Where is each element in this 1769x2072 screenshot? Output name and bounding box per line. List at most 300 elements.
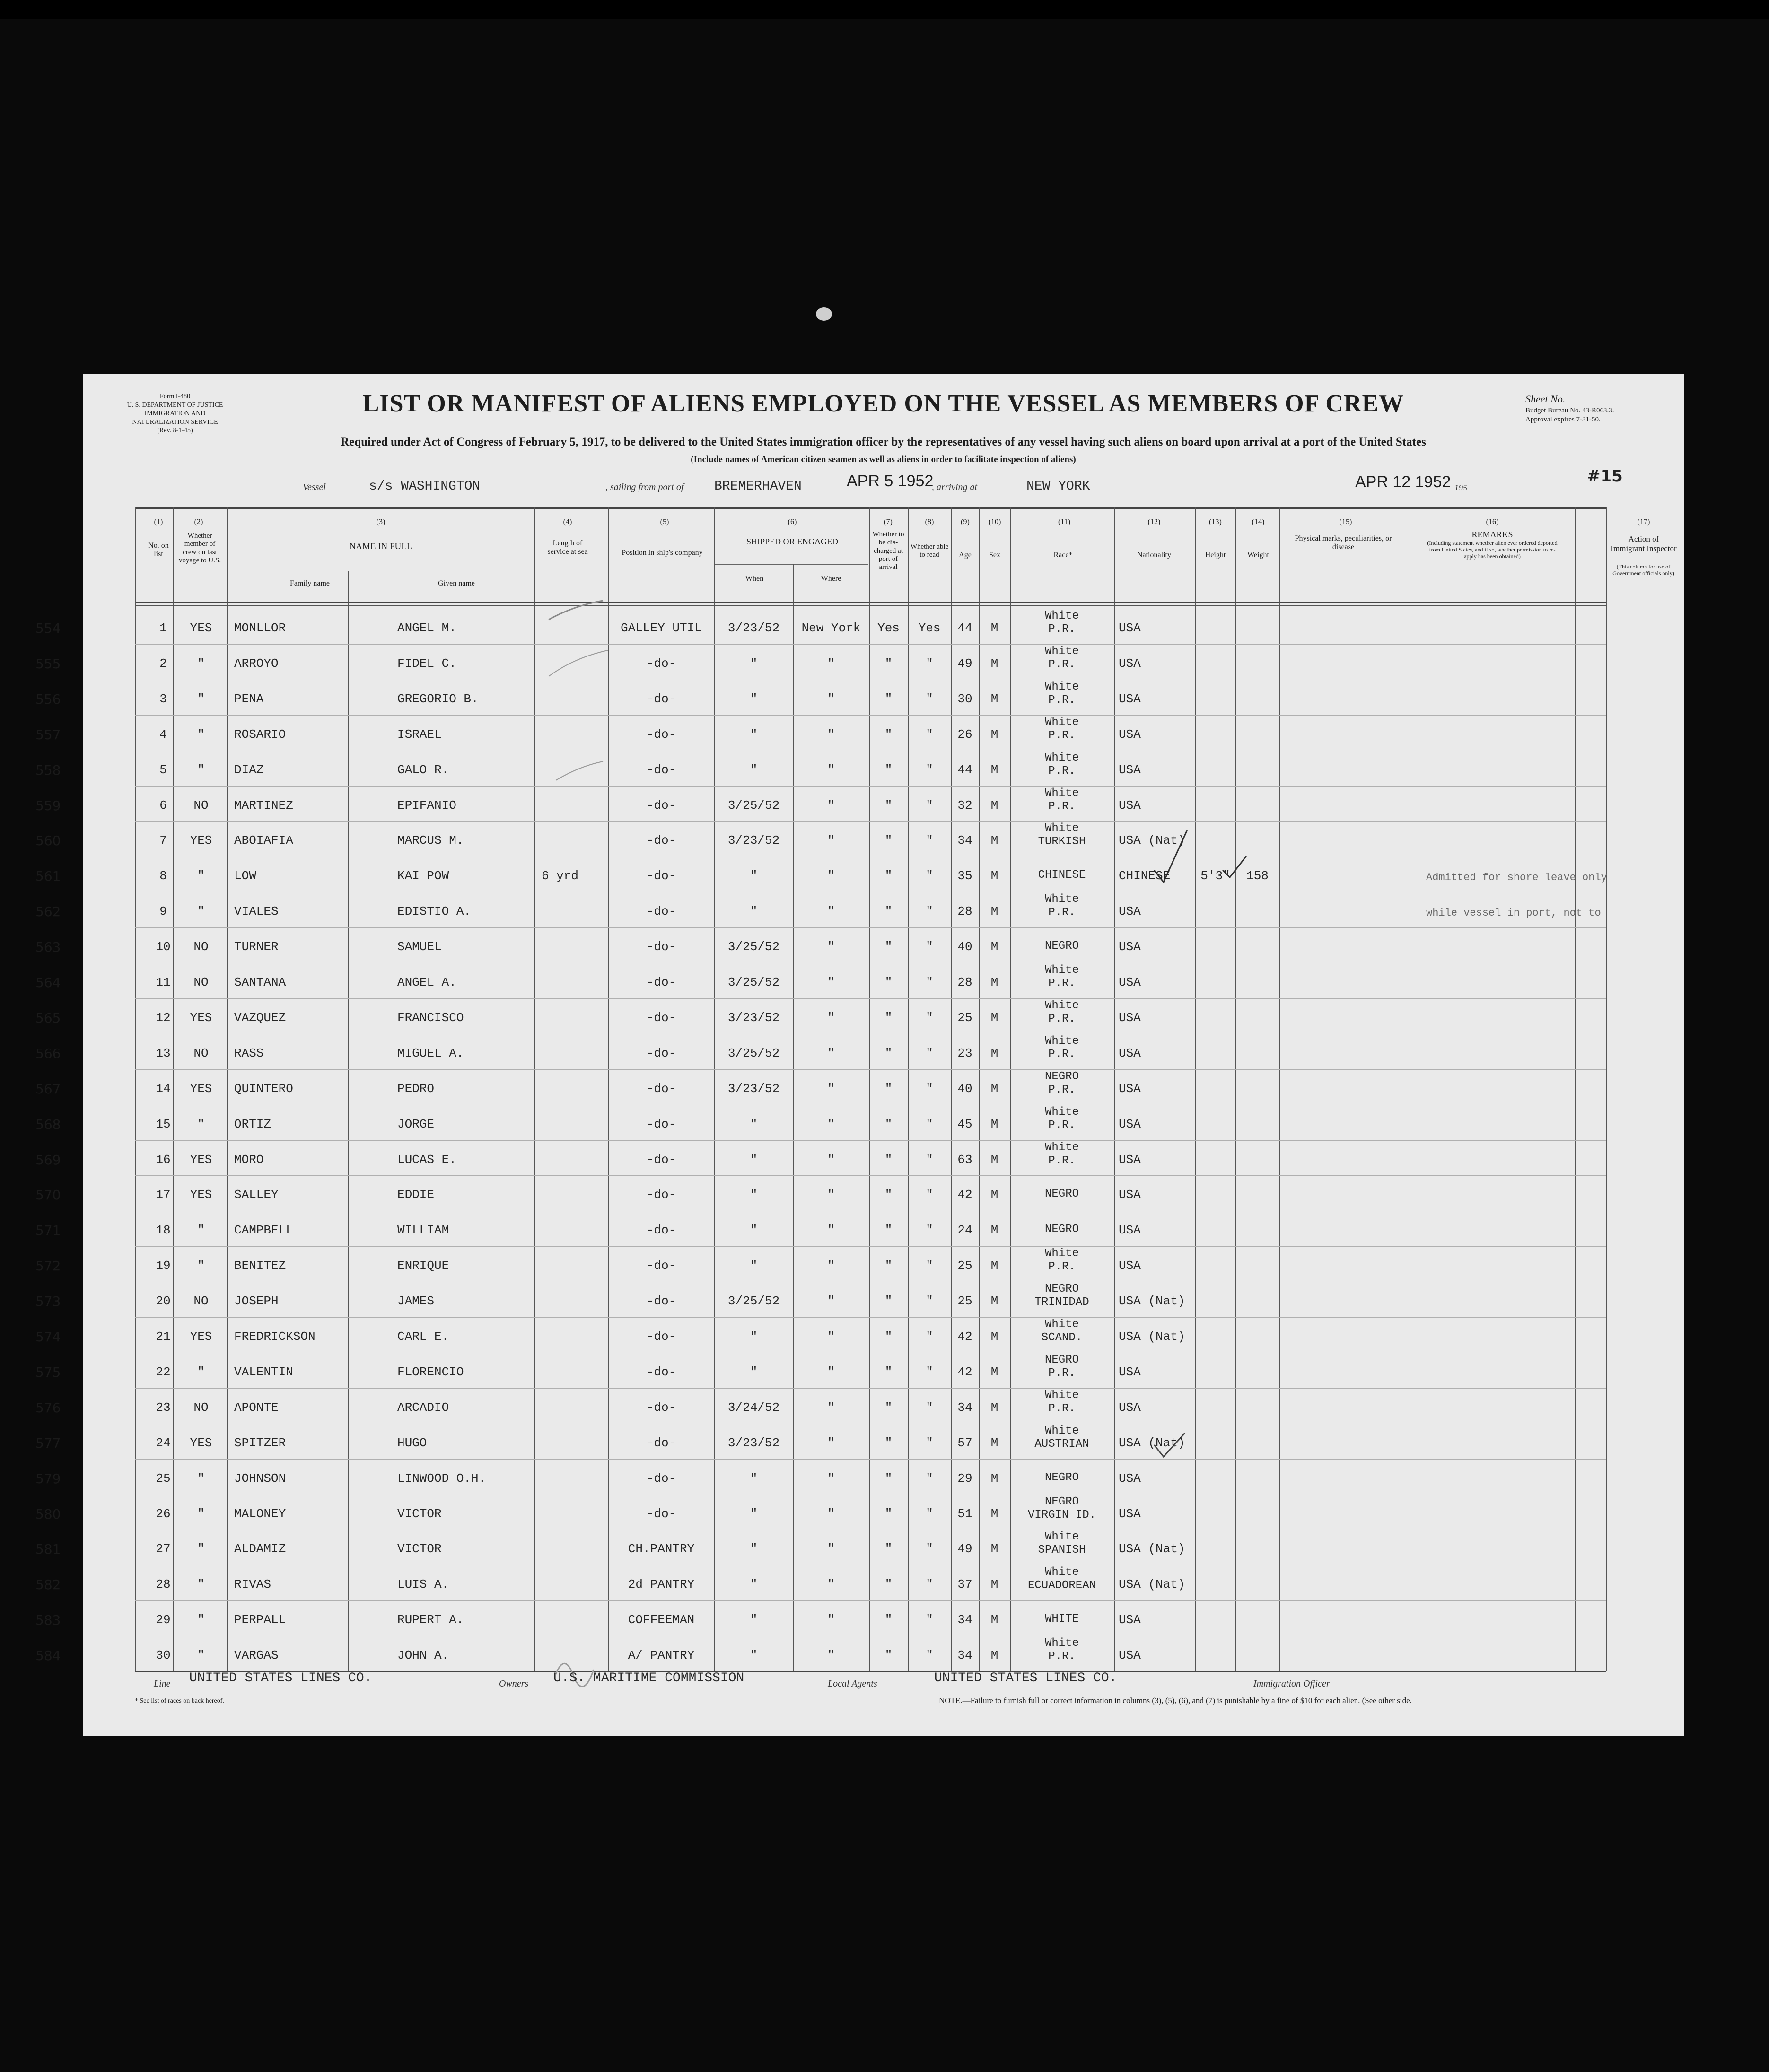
- race-cell-line2: SCAND.: [1041, 1331, 1083, 1344]
- able-to-read-cell: ": [926, 1400, 933, 1415]
- position-cell: -do-: [646, 1436, 676, 1450]
- budget-bureau-number: Budget Bureau No. 43-R063.3.: [1525, 406, 1614, 414]
- position-cell: -do-: [646, 1365, 676, 1379]
- sex-cell: M: [990, 1223, 998, 1237]
- age-cell: 34: [957, 1400, 972, 1415]
- nationality-cell: USA (Nat): [1119, 833, 1185, 848]
- family-name-cell: BENITEZ: [234, 1259, 286, 1273]
- discharged-cell: ": [884, 1153, 893, 1167]
- family-name-cell: JOSEPH: [234, 1294, 279, 1308]
- penalty-note: NOTE.—Failure to furnish full or correct information in columns (3), (5), (6), and (7) is punishable by a fine of $10 for each alien. (See other side.: [939, 1696, 1412, 1705]
- shipped-where-cell: ": [827, 1011, 835, 1025]
- able-to-read-cell: ": [926, 692, 933, 706]
- able-to-read-cell: ": [926, 1188, 933, 1202]
- nationality-cell: USA: [1119, 727, 1141, 742]
- age-cell: 40: [957, 1082, 972, 1096]
- last-voyage-cell: ": [197, 1117, 205, 1131]
- family-name-cell: VIALES: [234, 904, 279, 918]
- column-number: (5): [660, 518, 669, 526]
- age-cell: 30: [957, 692, 972, 706]
- age-cell: 28: [957, 975, 972, 989]
- able-to-read-cell: ": [926, 1259, 933, 1273]
- age-cell: 25: [957, 1259, 972, 1273]
- column-number: (1): [154, 518, 163, 526]
- shipped-where-cell: ": [827, 1542, 835, 1556]
- discharged-cell: ": [884, 869, 893, 883]
- shipped-where-cell: ": [827, 1259, 835, 1273]
- sailing-label: , sailing from port of: [605, 482, 684, 492]
- race-cell-line1: White: [1044, 1637, 1079, 1650]
- sex-cell: M: [990, 1082, 998, 1096]
- race-cell-line2: P.R.: [1048, 1048, 1076, 1061]
- shipped-when-cell: ": [750, 1471, 758, 1486]
- shipping-line: UNITED STATES LINES CO.: [189, 1671, 372, 1686]
- shipped-when-cell: 3/25/52: [727, 1046, 780, 1060]
- row-number: 8: [159, 869, 167, 883]
- age-cell: 44: [957, 621, 972, 635]
- margin-sequence-number: 559: [35, 798, 61, 813]
- given-name-cell: ISRAEL: [397, 727, 442, 742]
- family-name-cell: APONTE: [234, 1400, 279, 1415]
- margin-sequence-number: 579: [35, 1471, 61, 1486]
- shipped-where-cell: ": [827, 1329, 835, 1344]
- age-cell: 25: [957, 1011, 972, 1025]
- family-name-cell: JOHNSON: [234, 1471, 286, 1486]
- position-cell: -do-: [646, 1400, 676, 1415]
- shipped-where-cell: ": [827, 1046, 835, 1060]
- sex-cell: M: [990, 727, 998, 742]
- pencil-stroke: [556, 761, 603, 780]
- row-number: 11: [156, 975, 171, 989]
- shipped-where-cell: ": [827, 1613, 835, 1627]
- discharged-cell: ": [884, 1223, 893, 1237]
- line-label: Line: [154, 1679, 171, 1689]
- race-cell-line2: P.R.: [1048, 906, 1076, 919]
- nationality-cell: USA (Nat): [1119, 1294, 1185, 1308]
- race-cell-line2: P.R.: [1048, 1260, 1076, 1273]
- nationality-cell: USA: [1119, 1082, 1141, 1096]
- sex-cell: M: [990, 1613, 998, 1627]
- column-number: (12): [1147, 518, 1161, 526]
- shipped-when-cell: 3/25/52: [727, 940, 780, 954]
- column-number: (14): [1252, 518, 1265, 526]
- race-cell-line2: NEGRO: [1044, 1188, 1079, 1200]
- given-name-cell: ARCADIO: [397, 1400, 449, 1415]
- race-cell-line2: P.R.: [1048, 1367, 1076, 1380]
- race-cell-line2: SPANISH: [1038, 1544, 1086, 1556]
- age-cell: 42: [957, 1188, 972, 1202]
- row-number: 19: [156, 1259, 171, 1273]
- nationality-cell: USA: [1119, 621, 1141, 635]
- position-cell: -do-: [646, 1046, 676, 1060]
- shipped-when-cell: ": [750, 1365, 758, 1379]
- nationality-cell: USA: [1119, 1188, 1141, 1202]
- arriving-label: , arriving at: [932, 482, 978, 492]
- sex-cell: M: [990, 621, 998, 635]
- column-number: (4): [563, 518, 572, 526]
- discharged-cell: ": [884, 833, 893, 848]
- discharged-cell: ": [884, 692, 893, 706]
- family-name-cell: ALDAMIZ: [234, 1542, 286, 1556]
- age-cell: 49: [957, 656, 972, 671]
- shipped-when-cell: ": [750, 1153, 758, 1167]
- shipped-where-cell: ": [827, 1188, 835, 1202]
- age-cell: 26: [957, 727, 972, 742]
- column-header-service: Length of service at sea: [547, 539, 588, 556]
- position-cell: -do-: [646, 1153, 676, 1167]
- family-name-cell: MARTINEZ: [234, 798, 293, 813]
- nationality-cell: USA: [1119, 1507, 1141, 1521]
- port-of-arrival: NEW YORK: [1026, 479, 1090, 494]
- race-cell-line1: NEGRO: [1044, 1354, 1079, 1366]
- last-voyage-cell: ": [197, 1613, 205, 1627]
- shipped-when-cell: ": [750, 1259, 758, 1273]
- nationality-cell: USA (Nat): [1119, 1577, 1185, 1591]
- shipped-when-cell: 3/25/52: [727, 1294, 780, 1308]
- row-number: 28: [156, 1577, 171, 1591]
- discharged-cell: Yes: [877, 621, 900, 635]
- column-header-sex: Sex: [989, 551, 1000, 559]
- margin-sequence-number: 584: [35, 1648, 61, 1663]
- margin-sequence-number: 560: [35, 833, 61, 848]
- races-footnote: * See list of races on back hereof.: [135, 1697, 224, 1705]
- able-to-read-cell: ": [926, 1507, 933, 1521]
- given-name-cell: VICTOR: [397, 1507, 442, 1521]
- margin-sequence-number: 557: [35, 727, 61, 743]
- given-name-cell: ENRIQUE: [397, 1259, 449, 1273]
- last-voyage-cell: NO: [193, 940, 209, 954]
- given-name-cell: EDDIE: [397, 1188, 435, 1202]
- race-cell-line1: White: [1044, 1318, 1079, 1331]
- able-to-read-cell: ": [926, 1046, 933, 1060]
- discharged-cell: ": [884, 1471, 893, 1486]
- last-voyage-cell: ": [197, 1542, 205, 1556]
- nationality-cell: USA: [1119, 1046, 1141, 1060]
- race-cell-line2: P.R.: [1048, 729, 1076, 742]
- top-border: [0, 0, 1769, 19]
- sex-cell: M: [990, 1046, 998, 1060]
- race-cell-line2: CHINESE: [1038, 869, 1086, 882]
- family-name-cell: VARGAS: [234, 1648, 279, 1662]
- margin-sequence-number: 558: [35, 762, 61, 778]
- margin-sequence-number: 575: [35, 1364, 61, 1380]
- shipped-when-cell: ": [750, 727, 758, 742]
- last-voyage-cell: YES: [190, 833, 212, 848]
- film-speck: [816, 307, 832, 321]
- column-header-shipped: SHIPPED OR ENGAGED: [746, 537, 838, 546]
- nationality-cell: USA: [1119, 1613, 1141, 1627]
- nationality-cell: USA: [1119, 1648, 1141, 1662]
- row-number: 12: [156, 1011, 171, 1025]
- able-to-read-cell: Yes: [918, 621, 941, 635]
- family-name-cell: MONLLOR: [234, 621, 286, 635]
- race-cell-line1: White: [1044, 1425, 1079, 1437]
- owners-label: Owners: [499, 1679, 529, 1689]
- last-voyage-cell: ": [197, 656, 205, 671]
- given-name-cell: LUCAS E.: [397, 1153, 456, 1167]
- column-number: (16): [1486, 518, 1499, 526]
- race-cell-line2: AUSTRIAN: [1034, 1438, 1089, 1451]
- vessel-name: s/s WASHINGTON: [369, 479, 481, 494]
- given-name-cell: LUIS A.: [397, 1577, 449, 1591]
- row-number: 20: [156, 1294, 171, 1308]
- column-number: (11): [1058, 518, 1071, 526]
- able-to-read-cell: ": [926, 1082, 933, 1096]
- able-to-read-cell: ": [926, 1648, 933, 1662]
- last-voyage-cell: YES: [190, 1329, 212, 1344]
- given-name-cell: PEDRO: [397, 1082, 435, 1096]
- given-name-cell: FIDEL C.: [397, 656, 456, 671]
- race-cell-line1: White: [1044, 999, 1079, 1012]
- column-number: (2): [194, 518, 203, 526]
- position-cell: -do-: [646, 833, 676, 848]
- family-name-cell: CAMPBELL: [234, 1223, 293, 1237]
- able-to-read-cell: ": [926, 1153, 933, 1167]
- age-cell: 37: [957, 1577, 972, 1591]
- last-voyage-cell: YES: [190, 1011, 212, 1025]
- discharged-cell: ": [884, 940, 893, 954]
- column-header-list-no: No. on list: [148, 542, 169, 559]
- shipped-where-cell: ": [827, 1117, 835, 1131]
- row-number: 16: [156, 1153, 171, 1167]
- able-to-read-cell: ": [926, 1294, 933, 1308]
- shipped-when-cell: 3/23/52: [727, 1436, 780, 1450]
- given-name-cell: EPIFANIO: [397, 798, 456, 813]
- shipped-when-cell: ": [750, 904, 758, 918]
- sex-cell: M: [990, 1153, 998, 1167]
- row-number: 30: [156, 1648, 171, 1662]
- weight-cell: 158: [1246, 869, 1269, 883]
- given-name-cell: ANGEL A.: [397, 975, 456, 989]
- family-name-cell: ORTIZ: [234, 1117, 271, 1131]
- margin-sequence-number: 568: [35, 1117, 61, 1132]
- race-cell-line1: NEGRO: [1044, 1495, 1079, 1508]
- shipped-when-cell: 3/23/52: [727, 833, 780, 848]
- sex-cell: M: [990, 1011, 998, 1025]
- given-name-cell: SAMUEL: [397, 940, 442, 954]
- margin-sequence-number: 569: [35, 1152, 61, 1168]
- age-cell: 29: [957, 1471, 972, 1486]
- nationality-cell: USA: [1119, 1400, 1141, 1415]
- height-cell: 5'3": [1200, 869, 1230, 883]
- age-cell: 45: [957, 1117, 972, 1131]
- able-to-read-cell: ": [926, 1471, 933, 1486]
- sex-cell: M: [990, 798, 998, 813]
- row-number: 22: [156, 1365, 171, 1379]
- race-cell-line2: VIRGIN ID.: [1027, 1509, 1096, 1521]
- column-header-family-name: Family name: [290, 579, 330, 587]
- last-voyage-cell: NO: [193, 1400, 209, 1415]
- position-cell: A/ PANTRY: [628, 1648, 695, 1662]
- able-to-read-cell: ": [926, 763, 933, 777]
- last-voyage-cell: YES: [190, 1153, 212, 1167]
- shipped-where-cell: ": [827, 763, 835, 777]
- row-number: 23: [156, 1400, 171, 1415]
- margin-sequence-number: 555: [35, 656, 61, 672]
- race-cell-line2: P.R.: [1048, 977, 1076, 990]
- vessel-label: Vessel: [303, 482, 326, 492]
- last-voyage-cell: ": [197, 692, 205, 706]
- position-cell: -do-: [646, 1294, 676, 1308]
- last-voyage-cell: ": [197, 904, 205, 918]
- race-cell-line1: White: [1044, 1247, 1079, 1260]
- sex-cell: M: [990, 1329, 998, 1344]
- row-number: 7: [159, 833, 167, 848]
- family-name-cell: PENA: [234, 692, 264, 706]
- column-number: (9): [961, 518, 970, 526]
- row-number: 15: [156, 1117, 171, 1131]
- row-number: 3: [159, 692, 167, 706]
- shipped-when-cell: ": [750, 1542, 758, 1556]
- family-name-cell: MORO: [234, 1153, 264, 1167]
- column-header-race: Race*: [1053, 551, 1073, 559]
- able-to-read-cell: ": [926, 1117, 933, 1131]
- shipped-where-cell: ": [827, 869, 835, 883]
- given-name-cell: GREGORIO B.: [397, 692, 479, 706]
- year-suffix: 195: [1454, 483, 1467, 492]
- race-cell-line1: White: [1044, 964, 1079, 977]
- shipped-where-cell: ": [827, 1153, 835, 1167]
- shipped-when-cell: ": [750, 692, 758, 706]
- race-cell-line1: White: [1044, 610, 1079, 622]
- family-name-cell: ROSARIO: [234, 727, 286, 742]
- discharged-cell: ": [884, 656, 893, 671]
- column-number: (8): [925, 518, 934, 526]
- age-cell: 35: [957, 869, 972, 883]
- age-cell: 49: [957, 1542, 972, 1556]
- column-number: (6): [788, 518, 797, 526]
- position-cell: 2d PANTRY: [628, 1577, 695, 1591]
- family-name-cell: PERPALL: [234, 1613, 286, 1627]
- race-cell-line1: NEGRO: [1044, 1283, 1079, 1295]
- shipped-when-cell: 3/25/52: [727, 975, 780, 989]
- shipped-where-cell: ": [827, 727, 835, 742]
- column-header-discharged: Whether to be dis-charged at port of arrival: [872, 531, 904, 571]
- shipped-where-cell: ": [827, 940, 835, 954]
- shipped-when-cell: ": [750, 1577, 758, 1591]
- column-header-physical-marks: Physical marks, peculiarities, or disease: [1295, 534, 1392, 551]
- column-number: (17): [1637, 518, 1650, 526]
- race-cell-line1: NEGRO: [1044, 1070, 1079, 1083]
- remarks-cell: Admitted for shore leave only: [1426, 872, 1607, 883]
- column-header-inspector-action: Action of Immigrant Inspector: [1611, 534, 1677, 553]
- age-cell: 40: [957, 940, 972, 954]
- age-cell: 34: [957, 1613, 972, 1627]
- race-cell-line2: P.R.: [1048, 1013, 1076, 1025]
- margin-sequence-number: 582: [35, 1577, 61, 1592]
- discharged-cell: ": [884, 1648, 893, 1662]
- sex-cell: M: [990, 1577, 998, 1591]
- margin-sequence-number: 581: [35, 1541, 61, 1557]
- nationality-cell: CHINESE: [1119, 869, 1171, 883]
- discharged-cell: ": [884, 1400, 893, 1415]
- last-voyage-cell: ": [197, 1259, 205, 1273]
- given-name-cell: MIGUEL A.: [397, 1046, 464, 1060]
- column-header-read: Whether able to read: [910, 543, 949, 559]
- margin-sequence-number: 565: [35, 1010, 61, 1026]
- race-cell-line2: P.R.: [1048, 694, 1076, 707]
- age-cell: 28: [957, 904, 972, 918]
- nationality-cell: USA: [1119, 1011, 1141, 1025]
- family-name-cell: RIVAS: [234, 1577, 271, 1591]
- sex-cell: M: [990, 975, 998, 989]
- margin-sequence-number: 562: [35, 904, 61, 919]
- age-cell: 42: [957, 1365, 972, 1379]
- shipped-when-cell: ": [750, 1223, 758, 1237]
- race-cell-line2: WHITE: [1044, 1613, 1079, 1626]
- column-number: (15): [1339, 518, 1352, 526]
- family-name-cell: VAZQUEZ: [234, 1011, 286, 1025]
- shipped-where-cell: ": [827, 1436, 835, 1450]
- shipped-where-cell: ": [827, 1577, 835, 1591]
- shipped-when-cell: 3/23/52: [727, 1082, 780, 1096]
- row-number: 18: [156, 1223, 171, 1237]
- last-voyage-cell: ": [197, 1648, 205, 1662]
- race-cell-line2: P.R.: [1048, 1650, 1076, 1663]
- discharged-cell: ": [884, 798, 893, 813]
- port-of-departure: BREMERHAVEN: [714, 479, 802, 494]
- row-number: 25: [156, 1471, 171, 1486]
- last-voyage-cell: ": [197, 763, 205, 777]
- family-name-cell: QUINTERO: [234, 1082, 293, 1096]
- column-header-height: Height: [1205, 551, 1226, 559]
- last-voyage-cell: YES: [190, 1436, 212, 1450]
- margin-sequence-number: 563: [35, 939, 61, 955]
- position-cell: -do-: [646, 1329, 676, 1344]
- immigration-officer-label: Immigration Officer: [1253, 1679, 1330, 1689]
- nationality-cell: USA: [1119, 763, 1141, 777]
- position-cell: -do-: [646, 940, 676, 954]
- discharged-cell: ": [884, 1082, 893, 1096]
- column-header-remarks: REMARKS: [1471, 530, 1513, 539]
- shipped-where-cell: ": [827, 692, 835, 706]
- race-cell-line1: White: [1044, 787, 1079, 800]
- family-name-cell: VALENTIN: [234, 1365, 293, 1379]
- shipped-where-cell: ": [827, 656, 835, 671]
- nationality-cell: USA: [1119, 656, 1141, 671]
- revision-date: (Rev. 8-1-45): [157, 427, 193, 434]
- position-cell: -do-: [646, 975, 676, 989]
- margin-sequence-number: 556: [35, 691, 61, 707]
- sex-cell: M: [990, 692, 998, 706]
- family-name-cell: SANTANA: [234, 975, 286, 989]
- margin-sequence-number: 574: [35, 1329, 61, 1345]
- margin-sequence-number: 573: [35, 1294, 61, 1309]
- page-instructions: (Include names of American citizen seamen as well as aliens in order to facilitate inspection of aliens): [691, 455, 1076, 464]
- arrival-date-stamp: APR 12 1952: [1355, 473, 1451, 491]
- shipped-when-cell: ": [750, 1117, 758, 1131]
- last-voyage-cell: YES: [190, 621, 212, 635]
- column-header-age: Age: [959, 551, 972, 559]
- row-number: 29: [156, 1613, 171, 1627]
- nationality-cell: USA: [1119, 975, 1141, 989]
- last-voyage-cell: ": [197, 1223, 205, 1237]
- page-title: LIST OR MANIFEST OF ALIENS EMPLOYED ON THE VESSEL AS MEMBERS OF CREW: [362, 390, 1404, 417]
- shipped-where-cell: ": [827, 1507, 835, 1521]
- race-cell-line1: White: [1044, 1035, 1079, 1048]
- discharged-cell: ": [884, 1188, 893, 1202]
- position-cell: -do-: [646, 1223, 676, 1237]
- sex-cell: M: [990, 940, 998, 954]
- discharged-cell: ": [884, 1365, 893, 1379]
- able-to-read-cell: ": [926, 1223, 933, 1237]
- family-name-cell: LOW: [234, 869, 256, 883]
- shipped-when-cell: 3/24/52: [727, 1400, 780, 1415]
- row-number: 26: [156, 1507, 171, 1521]
- row-number: 24: [156, 1436, 171, 1450]
- shipped-where-cell: ": [827, 1365, 835, 1379]
- last-voyage-cell: ": [197, 1471, 205, 1486]
